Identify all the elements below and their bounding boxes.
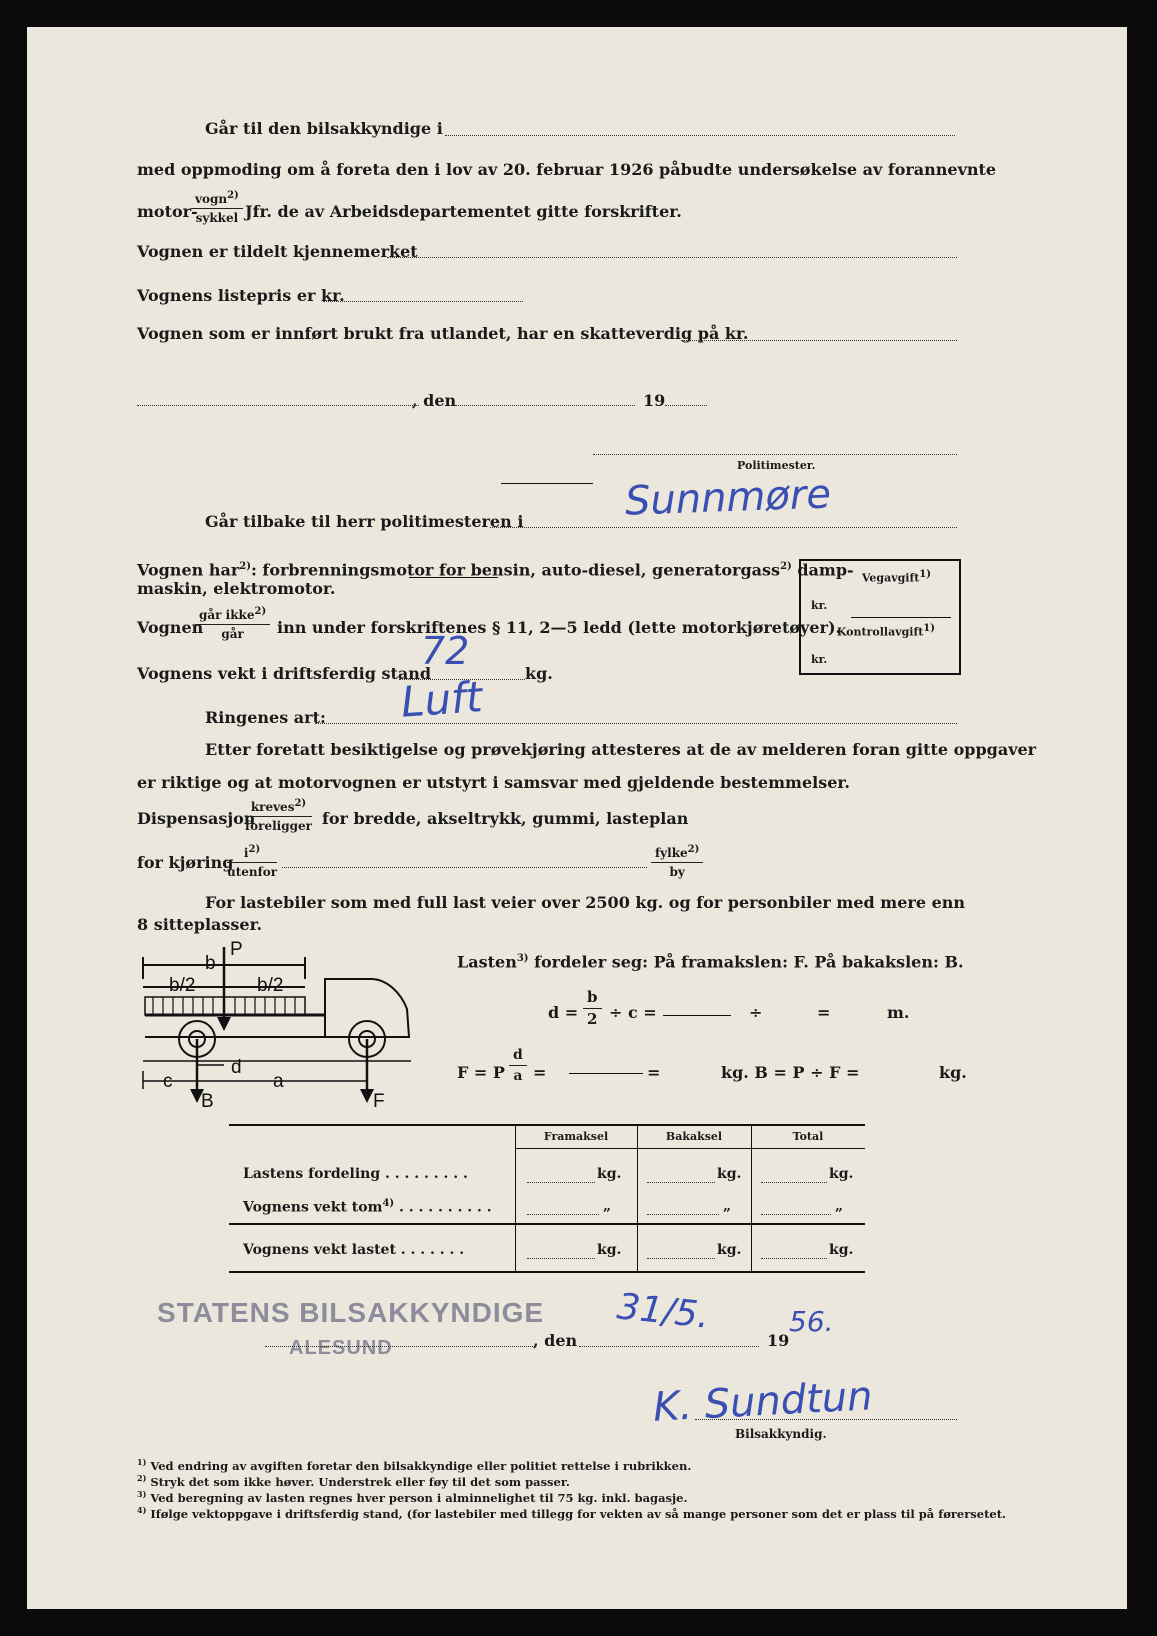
dispensation-label: Dispensasjon: [137, 809, 256, 828]
formula-div: ÷: [749, 1003, 763, 1022]
truck-text: For lastebiler som med full last veier over 2500 kg. og for personbiler med mere enn: [205, 893, 966, 912]
formula-blank-2[interactable]: [569, 1073, 643, 1074]
return-label: Går tilbake til herr politimesteren i: [205, 512, 524, 531]
label-c: c: [163, 1071, 173, 1092]
dispensation-text: for bredde, akseltrykk, gummi, lasteplan: [322, 809, 689, 828]
handwritten-date: 31/5.: [615, 1286, 712, 1337]
road-fee-kr: kr.: [811, 599, 828, 612]
col-header-front: Framaksel: [543, 1130, 609, 1143]
control-fee-kr: kr.: [811, 653, 828, 666]
motor-label: motor-: [137, 202, 198, 221]
list-price-label: Vognens listepris er kr.: [137, 286, 345, 305]
load-table: Framaksel Bakaksel Total Lastens fordeling . . . . . . . . . kg. kg. kg. Vognens vekt tom$^{4)}$ . . . . . . . . . . „ „ „ Vognens vekt lastet . . . . . . . kg. kg. kg.: [229, 1124, 865, 1273]
regulations-text: Jfr. de av Arbeidsdepartementet gitte forskrifter.: [245, 202, 682, 221]
handwritten-district: Sunnmøre: [624, 471, 832, 525]
gar-fraction: går ikke$^{2)}$ går: [195, 605, 270, 641]
stamp-line-2: ALESUND: [289, 1337, 393, 1359]
b-over-2: $\frac{b}{2}$: [583, 989, 602, 1028]
cell-loaded-front[interactable]: [527, 1258, 595, 1259]
import-value-label: Vognen som er innført brukt fra utlandet, har en skatteverdig på kr.: [137, 324, 749, 343]
vogn-sykkel-fraction: [191, 189, 243, 225]
year-field[interactable]: [665, 405, 707, 406]
label-B: B: [201, 1091, 214, 1109]
cell-loaded-total[interactable]: [761, 1258, 827, 1259]
inspector-year-label: 19: [767, 1331, 790, 1350]
formula-blank-1[interactable]: [663, 1015, 731, 1016]
bensin-underline: [409, 577, 498, 578]
road-fee-label: Vegavgift$^{1)}$: [861, 569, 931, 585]
handwritten-weight: 72: [421, 629, 470, 673]
handwritten-year: 56.: [789, 1305, 834, 1338]
engine-type-text-2: maskin, elektromotor.: [137, 579, 336, 598]
attest-text-2: er riktige og at motorvognen er utstyrt i samsvar med gjeldende bestemmelser.: [137, 773, 850, 792]
bilsakkyndig-label: Bilsakkyndig.: [735, 1427, 827, 1441]
tire-label: Ringenes art:: [205, 708, 326, 727]
engine-type-text: Vognen har$^{2)}$: forbrenningsmotor for bensin, auto-diesel, generatorgass$^{2)}$ damp-: [137, 560, 854, 580]
formula-f-eq-2: =: [647, 1063, 661, 1082]
politimester-label: Politimester.: [737, 459, 816, 472]
request-text: med oppmoding om å foreta den i lov av 20. februar 1926 påbudte undersøkelse av forannevnte: [137, 160, 997, 179]
stamp-line-1: STATENS BILSAKKYNDIGE: [157, 1297, 545, 1328]
sykkel-label: sykkel: [195, 211, 239, 225]
control-fee-label: Kontrollavgift$^{1)}$: [836, 623, 935, 639]
d-over-a: $\frac{d}{a}$: [509, 1047, 527, 1084]
label-a: a: [273, 1071, 284, 1092]
row-label-load: Lastens fordeling . . . . . . . . .: [243, 1166, 468, 1182]
return-district-field[interactable]: [490, 527, 957, 528]
formula-f-eq: =: [533, 1063, 547, 1082]
i-utenfor-fraction: $i^{2)}$ utenfor: [227, 844, 278, 879]
driving-label: for kjøring: [137, 853, 234, 872]
place-field[interactable]: [137, 405, 419, 406]
footnote-3: $^{3)}$ Ved beregning av lasten regnes hver person i alminnelighet til 75 kg. inkl. bagasje.: [137, 1489, 688, 1505]
row-label-loaded: Vognens vekt lastet . . . . . . .: [243, 1242, 465, 1258]
footnote-4: $^{4)}$ Ifølge vektoppgave i driftsferdig stand, (for lastebiler med tillegg for vekten av så mange personer som det er plass til på førersetet.: [137, 1505, 1007, 1521]
light-vehicle-text: inn under forskriftenes § 11, 2—5 ledd (lette motorkjøretøyer).: [277, 618, 842, 637]
inspector-date-label: , den: [533, 1331, 578, 1350]
handwritten-tires: Luft: [399, 672, 484, 727]
inspector-field[interactable]: [445, 135, 955, 136]
formula-eq: =: [817, 1003, 831, 1022]
label-b-half-right: b/2: [257, 975, 284, 996]
cell-load-rear[interactable]: [647, 1182, 715, 1183]
plate-field[interactable]: [387, 257, 957, 258]
inspector-date-field[interactable]: [579, 1346, 759, 1347]
cell-load-total[interactable]: [761, 1182, 827, 1183]
police-signature-field[interactable]: [593, 454, 957, 455]
vogn-label: vogn: [195, 192, 228, 206]
cell-empty-front[interactable]: [527, 1214, 599, 1215]
label-b: b: [205, 953, 216, 974]
attest-text: Etter foretatt besiktigelse og prøvekjøring attesteres at de av melderen foran gitte oppgaver: [205, 740, 1037, 759]
weight-label: Vognens vekt i driftsferdig stand: [137, 664, 432, 683]
vognen-label: Vognen: [137, 618, 204, 637]
sent-to-label: Går til den bilsakkyndige i: [205, 119, 443, 138]
kreves-fraction: kreves$^{2)}$ foreligger: [245, 798, 312, 833]
cell-load-front[interactable]: [527, 1182, 595, 1183]
cell-empty-total[interactable]: [761, 1214, 831, 1215]
driving-area-field[interactable]: [282, 867, 647, 868]
date-field[interactable]: [455, 405, 635, 406]
weight-unit: kg.: [525, 664, 553, 683]
rule: [501, 483, 593, 484]
list-price-field[interactable]: [323, 301, 523, 302]
col-header-total: Total: [792, 1130, 824, 1143]
label-F: F: [373, 1091, 385, 1109]
col-header-rear: Bakaksel: [665, 1130, 723, 1143]
formula-b-calc: kg. B = P ÷ F =: [721, 1063, 860, 1082]
row-label-empty: Vognens vekt tom$^{4)}$ . . . . . . . . . .: [243, 1198, 492, 1216]
label-P: P: [230, 939, 243, 960]
fee-box: [799, 559, 961, 675]
form-page: [27, 27, 1127, 1609]
formula-m: m.: [887, 1003, 910, 1022]
label-b-half-left: b/2: [169, 975, 196, 996]
load-distribution-text: Lasten$^{3)}$ fordeler seg: På framakslen: F. På bakakslen: B.: [457, 952, 964, 972]
formula-f-label: F = P: [457, 1063, 505, 1082]
formula-kg: kg.: [939, 1063, 967, 1082]
label-d: d: [231, 1057, 242, 1078]
date-label: , den: [412, 391, 457, 410]
fee-separator: [851, 617, 951, 618]
footnote-ref-2: 2): [227, 190, 239, 201]
truck-text-2: 8 sitteplasser.: [137, 915, 263, 934]
footnote-1: $^{1)}$ Ved endring av avgiften foretar den bilsakkyndige eller politiet rettelse i rubrikken.: [137, 1457, 692, 1473]
inspector-place-field[interactable]: [265, 1346, 535, 1347]
truck-diagram: [139, 939, 439, 1109]
year-label: 19: [643, 391, 666, 410]
formula-d-minus-c: ÷ c =: [609, 1003, 657, 1022]
handwritten-signature: K. Sundtun: [651, 1373, 874, 1431]
import-value-field[interactable]: [681, 340, 957, 341]
formula-d-label: d =: [548, 1003, 579, 1022]
footnote-2: $^{2)}$ Stryk det som ikke høver. Understrek eller føy til det som passer.: [137, 1473, 570, 1489]
cell-loaded-rear[interactable]: [647, 1258, 715, 1259]
plate-label: Vognen er tildelt kjennemerket: [137, 242, 418, 261]
cell-empty-rear[interactable]: [647, 1214, 719, 1215]
fylke-by-fraction: fylke$^{2)}$ by: [651, 843, 703, 879]
